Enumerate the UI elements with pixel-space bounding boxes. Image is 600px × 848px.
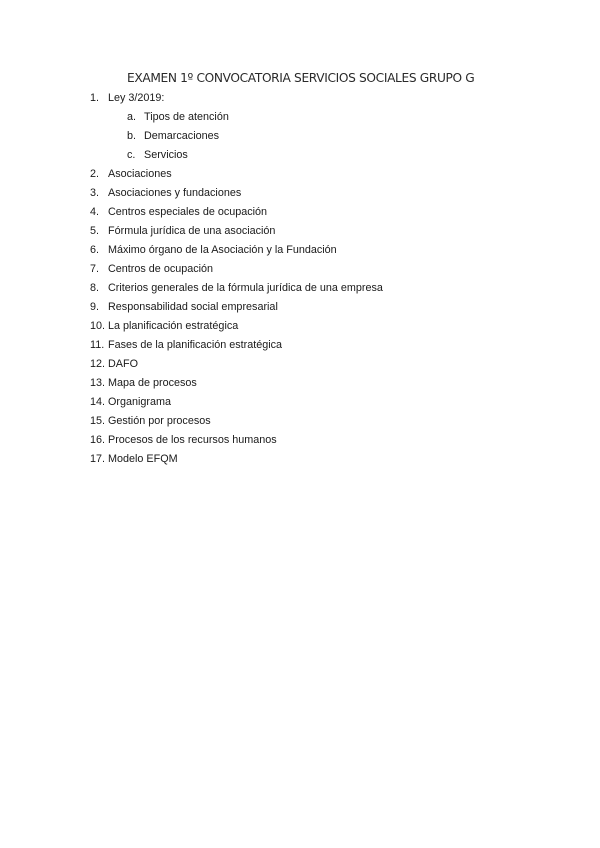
list-text: Responsabilidad social empresarial: [108, 301, 278, 313]
list-number: 12.: [90, 358, 106, 370]
list-item: [0, 374, 600, 393]
list-number: 8.: [90, 282, 100, 294]
list-item: [0, 89, 600, 108]
list-letter: c.: [127, 149, 136, 161]
list-text: Fórmula jurídica de una asociación: [108, 225, 276, 237]
list-number: 14.: [90, 396, 106, 408]
list-text: Organigrama: [108, 396, 172, 408]
list-item: [0, 241, 600, 260]
list-number: 3.: [90, 187, 100, 199]
list-text: Criterios generales de la fórmula jurídica de una empresa: [108, 282, 383, 294]
list-text: Asociaciones: [108, 168, 172, 180]
sub-list-item: [0, 146, 600, 165]
list-number: 16.: [90, 434, 106, 446]
list-text: DAFO: [108, 358, 138, 370]
list-item: [0, 412, 600, 431]
list-item: [0, 317, 600, 336]
list-number: 9.: [90, 301, 100, 313]
list-text: Gestión por procesos: [108, 415, 211, 427]
list-text: Servicios: [144, 149, 188, 161]
list-text: Demarcaciones: [144, 130, 220, 142]
list-number: 4.: [90, 206, 100, 218]
list-text: La planificación estratégica: [108, 320, 239, 332]
list-text: Mapa de procesos: [108, 377, 197, 389]
list-item: [0, 203, 600, 222]
list-number: 11.: [90, 339, 105, 351]
list-item: [0, 450, 600, 469]
sub-list-item: [0, 108, 600, 127]
list-item: [0, 431, 600, 450]
list-text: Asociaciones y fundaciones: [108, 187, 242, 199]
list-letter: b.: [127, 130, 137, 142]
list-text: Ley 3/2019:: [108, 92, 165, 104]
document-title: EXAMEN 1º CONVOCATORIA SERVICIOS SOCIALES GRUPO G: [127, 71, 475, 85]
list-number: 5.: [90, 225, 100, 237]
list-letter: a.: [127, 111, 137, 123]
list-number: 10.: [90, 320, 106, 332]
list-text: Modelo EFQM: [108, 453, 178, 465]
list-text: Fases de la planificación estratégica: [108, 339, 283, 351]
list-number: 13.: [90, 377, 106, 389]
list-text: Procesos de los recursos humanos: [108, 434, 277, 446]
list-text: Tipos de atención: [144, 111, 229, 123]
list-item: [0, 336, 600, 355]
list-text: Máximo órgano de la Asociación y la Fundación: [108, 244, 337, 256]
list-number: 2.: [90, 168, 100, 180]
list-item: [0, 260, 600, 279]
list-number: 1.: [90, 92, 100, 104]
list-item: [0, 184, 600, 203]
list-item: [0, 393, 600, 412]
topic-list: [0, 89, 600, 469]
list-number: 17.: [90, 453, 106, 465]
list-number: 7.: [90, 263, 100, 275]
list-text: Centros de ocupación: [108, 263, 214, 275]
list-item: [0, 279, 600, 298]
list-number: 15.: [90, 415, 106, 427]
list-number: 6.: [90, 244, 100, 256]
sub-list-item: [0, 127, 600, 146]
list-item: [0, 298, 600, 317]
list-item: [0, 222, 600, 241]
list-text: Centros especiales de ocupación: [108, 206, 268, 218]
list-item: [0, 165, 600, 184]
list-item: [0, 355, 600, 374]
